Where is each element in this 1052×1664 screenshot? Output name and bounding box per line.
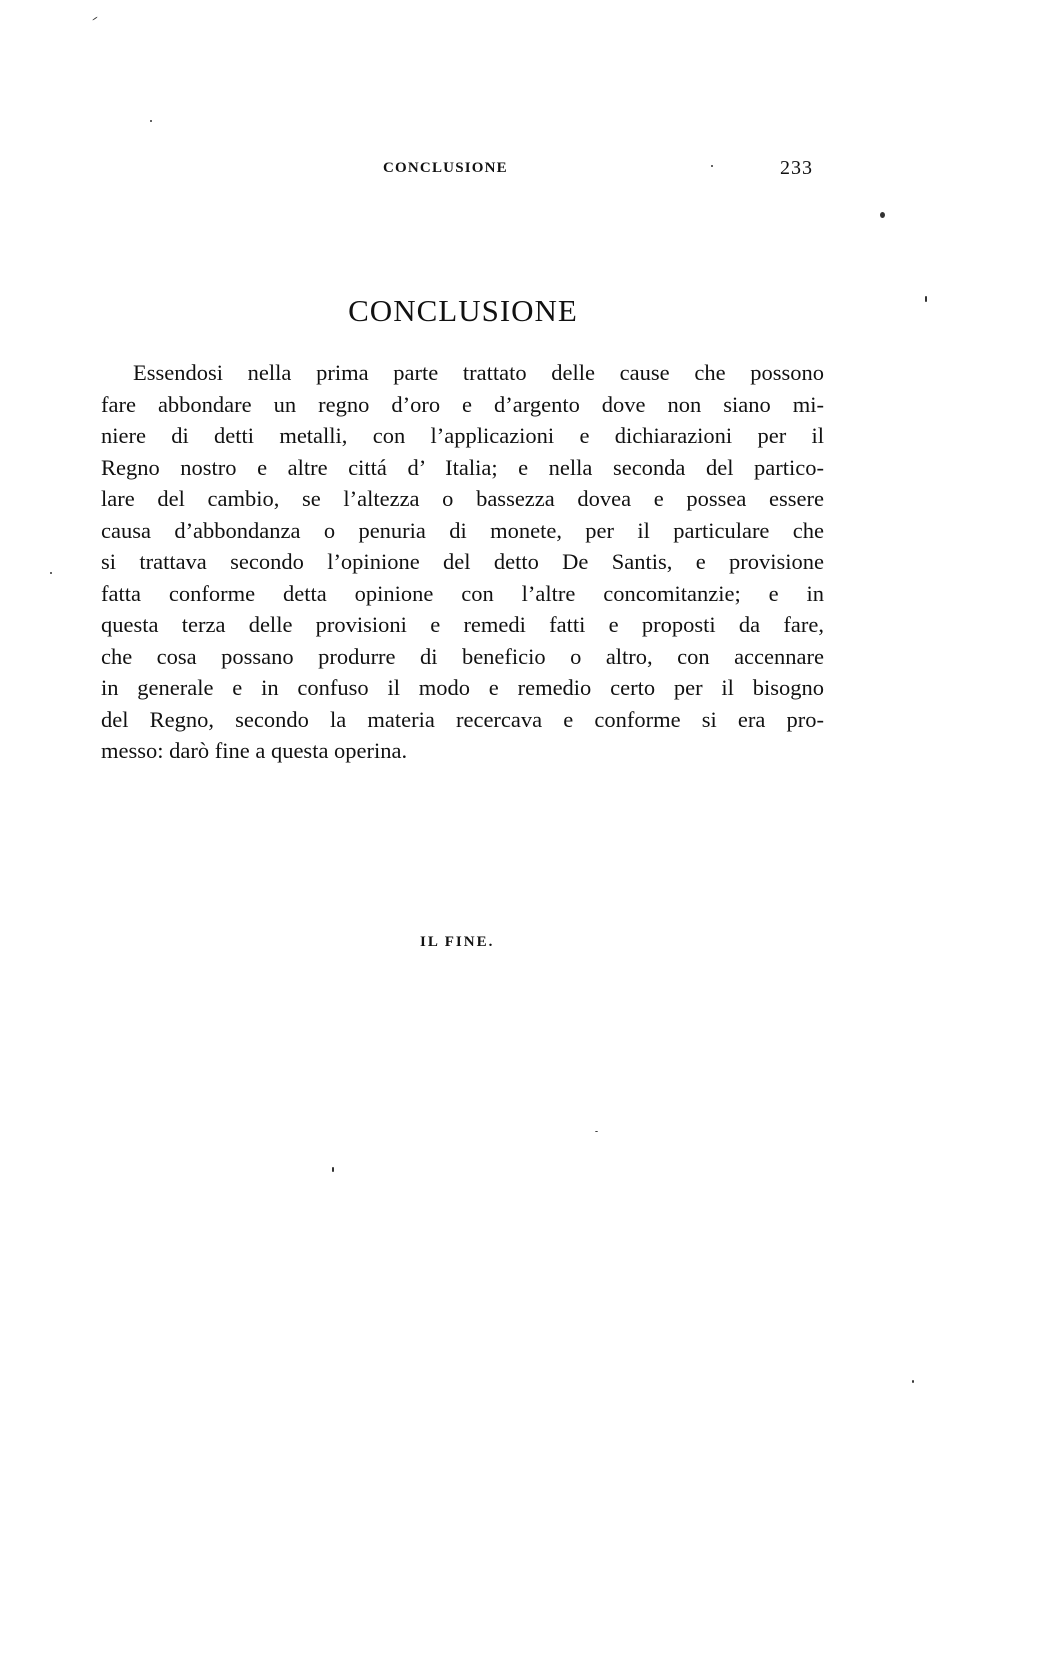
scan-speck bbox=[50, 572, 52, 574]
body-line: messo: darò fine a questa operina. bbox=[101, 738, 408, 763]
body-line: questa terza delle provisioni e remedi fatti e proposti da fare, bbox=[101, 612, 824, 637]
page-number: 233 bbox=[780, 157, 813, 179]
body-paragraph bbox=[101, 357, 824, 767]
chapter-title: CONCLUSIONE bbox=[348, 292, 578, 328]
body-line: che cosa possano produrre di beneficio o altro, con accennare bbox=[101, 643, 824, 669]
scan-speck bbox=[880, 212, 885, 218]
body-line: causa d’abbondanza o penuria di monete, per il particulare che bbox=[101, 517, 824, 543]
body-line: del Regno, secondo la materia recercava e conforme si era pro- bbox=[101, 706, 824, 732]
scan-speck bbox=[925, 296, 927, 302]
body-line: lare del cambio, se l’altezza o bassezza dovea e possea essere bbox=[101, 486, 824, 511]
scan-speck bbox=[711, 165, 713, 167]
scan-speck bbox=[595, 1131, 598, 1132]
body-line: Essendosi nella prima parte trattato delle cause che possono bbox=[133, 360, 824, 385]
body-line: niere di detti metalli, con l’applicazioni e dichiarazioni per il bbox=[101, 423, 824, 448]
scan-speck bbox=[912, 1380, 914, 1383]
running-head-title: CONCLUSIONE bbox=[383, 160, 508, 176]
body-line: fare abbondare un regno d’oro e d’argento dove non siano mi- bbox=[101, 391, 824, 417]
body-line: si trattava secondo l’opinione del detto De Santis, e provisione bbox=[101, 549, 824, 574]
body-line: in generale e in confuso il modo e remedio certo per il bisogno bbox=[101, 675, 824, 700]
end-mark: IL FINE. bbox=[420, 934, 495, 950]
scan-speck bbox=[92, 16, 97, 20]
body-line: Regno nostro e altre cittá d’ Italia; e nella seconda del partico- bbox=[101, 454, 824, 480]
scan-speck bbox=[150, 120, 152, 122]
running-head bbox=[0, 157, 1052, 184]
scan-speck bbox=[332, 1167, 334, 1172]
body-line: fatta conforme detta opinione con l’altre concomitanzie; e in bbox=[101, 580, 824, 606]
